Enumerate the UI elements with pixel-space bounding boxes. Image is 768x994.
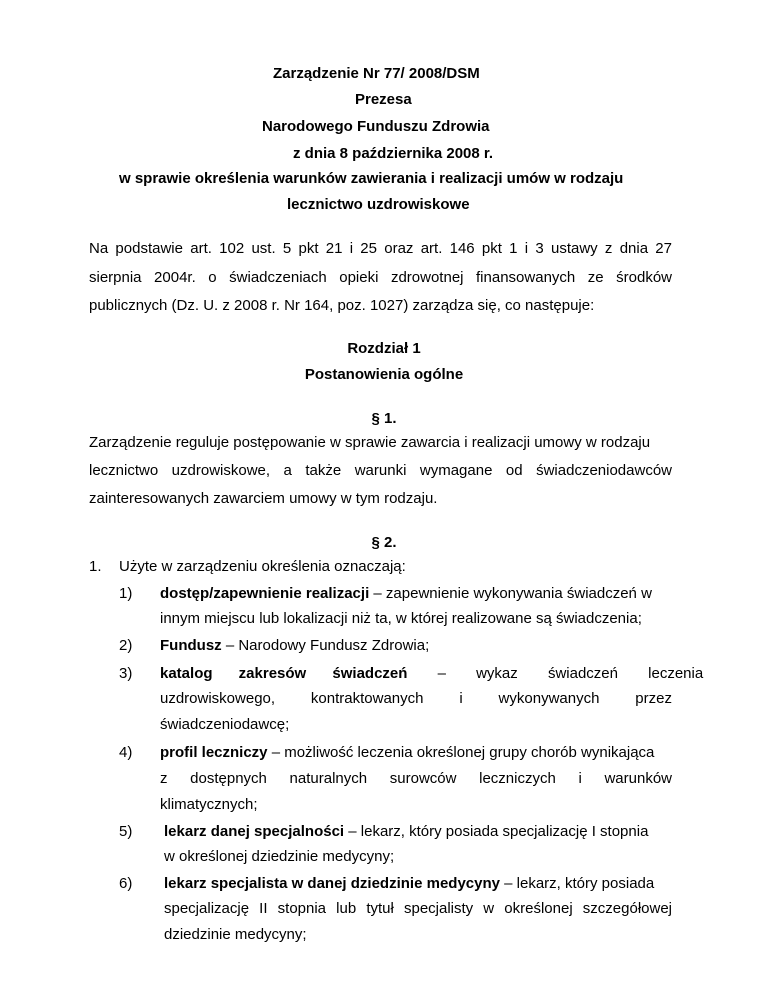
definition-3-cont1: uzdrowiskowego, kontraktowanych i wykonywanych przez (160, 690, 672, 707)
definition-5-cont1: w określonej dziedzinie medycyny; (164, 848, 395, 865)
definition-4-cont2: klimatycznych; (160, 796, 258, 813)
chapter-subtitle: Postanowienia ogólne (304, 366, 464, 383)
definition-6-rest: – lekarz, który posiada (499, 875, 655, 892)
paragraph-1-line3: zainteresowanych zawarciem umowy w tym rodzaju. (89, 490, 438, 507)
definition-1-number: 1) (119, 585, 133, 602)
paragraph-1-sign: § 1. (371, 410, 397, 427)
definition-1-cont1: innym miejscu lub lokalizacji niż ta, w której realizowane są świadczenia; (160, 610, 642, 627)
definition-3-cont2: świadczeniodawcę; (160, 716, 290, 733)
definition-1-term: dostęp/zapewnienie realizacji (160, 585, 370, 602)
preamble-line2: sierpnia 2004r. o świadczeniach opieki zdrowotnej finansowanych ze środków (89, 269, 672, 286)
definition-4-rest: – możliwość leczenia określonej grupy chorób wynikająca (267, 744, 655, 761)
definition-1-rest: – zapewnienie wykonywania świadczeń w (369, 585, 652, 602)
definition-6-cont1: specjalizację II stopnia lub tytuł specjalisty w określonej szczegółowej (164, 900, 672, 917)
definition-6-text (164, 875, 654, 893)
definition-4-text (160, 744, 654, 762)
definition-3-text (160, 665, 703, 683)
definition-5-rest: – lekarz, który posiada specjalizację I stopnia (344, 823, 649, 840)
item-1-text: Użyte w zarządzeniu określenia oznaczają: (119, 558, 406, 575)
definition-3-number: 3) (119, 665, 133, 682)
definition-5-term: lekarz danej specjalności (164, 823, 345, 840)
definition-5-text (164, 823, 648, 841)
definition-4-number: 4) (119, 744, 133, 761)
definition-6-number: 6) (119, 875, 133, 892)
definition-2-rest: – Narodowy Fundusz Zdrowia; (221, 637, 430, 654)
definition-4-cont1: z dostępnych naturalnych surowców leczniczych i warunków (160, 770, 672, 787)
definition-6-cont2: dziedzinie medycyny; (164, 926, 307, 943)
definition-2-text (160, 637, 429, 655)
paragraph-2-sign: § 2. (371, 534, 397, 551)
issuer-institution: Narodowego Funduszu Zdrowia (262, 118, 490, 135)
ordinance-subject-line2: lecznictwo uzdrowiskowe (287, 196, 470, 213)
paragraph-1-line2: lecznictwo uzdrowiskowe, a także warunki wymagane od świadczeniodawców (89, 462, 672, 479)
ordinance-date: z dnia 8 października 2008 r. (293, 145, 494, 162)
ordinance-number: Zarządzenie Nr 77/ 2008/DSM (273, 65, 480, 82)
item-1-number: 1. (89, 558, 102, 575)
definition-1-text (160, 585, 652, 603)
preamble-line1: Na podstawie art. 102 ust. 5 pkt 21 i 25 oraz art. 146 pkt 1 i 3 ustawy z dnia 27 (89, 240, 672, 257)
definition-2-term: Fundusz (160, 637, 222, 654)
definition-3-rest: – wykaz świadczeń leczenia (407, 665, 704, 682)
chapter-title: Rozdział 1 (347, 340, 421, 357)
paragraph-1-line1: Zarządzenie reguluje postępowanie w sprawie zawarcia i realizacji umowy w rodzaju (89, 434, 651, 451)
definition-5-number: 5) (119, 823, 133, 840)
issuer-title: Prezesa (355, 91, 412, 108)
ordinance-subject-line1: w sprawie określenia warunków zawierania i realizacji umów w rodzaju (119, 170, 624, 187)
preamble-line3: publicznych (Dz. U. z 2008 r. Nr 164, poz. 1027) zarządza się, co następuje: (89, 297, 595, 314)
definition-2-number: 2) (119, 637, 133, 654)
definition-4-term: profil leczniczy (160, 744, 268, 761)
definition-3-term: katalog zakresów świadczeń (160, 665, 408, 682)
definition-6-term: lekarz specjalista w danej dziedzinie medycyny (164, 875, 500, 892)
